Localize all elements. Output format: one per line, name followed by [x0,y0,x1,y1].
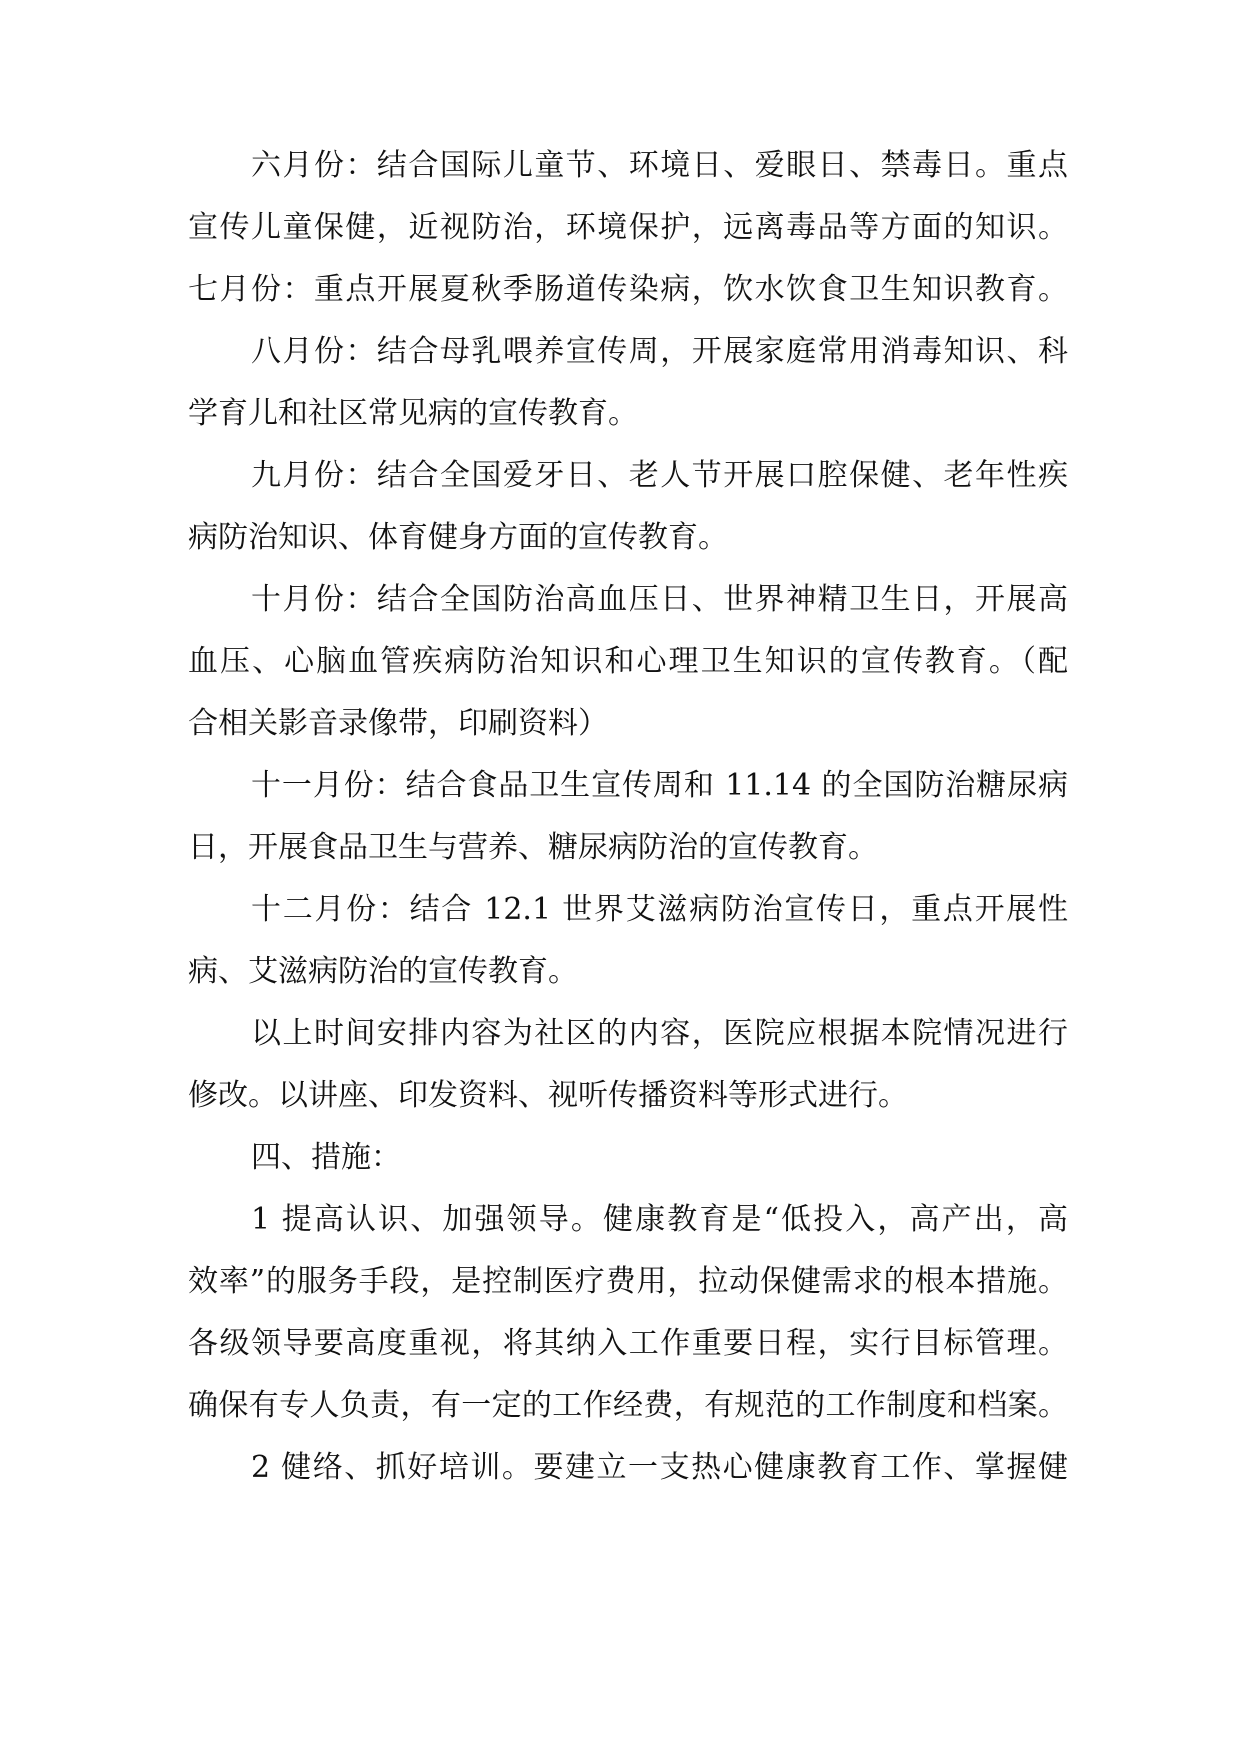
text-line: 六月份：结合国际儿童节、环境日、爱眼日、禁毒日。重点 [251,148,1068,183]
text-line: 以上时间安排内容为社区的内容，医院应根据本院情况进行 [251,1016,1068,1051]
text-line: 宣传儿童保健，近视防治，环境保护，远离毒品等方面的知识。 [188,210,1068,245]
text-line: 1 提高认识、加强领导。健康教育是“低投入，高产出，高 [251,1202,1068,1237]
text-line: 合相关影音录像带，印刷资料） [188,706,608,741]
text-line: 十月份：结合全国防治高血压日、世界神精卫生日，开展高 [251,582,1068,617]
text-line: 修改。以讲座、印发资料、视听传播资料等形式进行。 [188,1078,908,1113]
text-line: 十二月份：结合 12.1 世界艾滋病防治宣传日，重点开展性 [251,892,1068,927]
section-heading: 四、措施： [251,1140,401,1175]
text-line: 2 健络、抓好培训。要建立一支热心健康教育工作、掌握健 [251,1450,1068,1485]
text-line: 血压、心脑血管疾病防治知识和心理卫生知识的宣传教育。（配 [188,644,1068,679]
text-line: 病防治知识、体育健身方面的宣传教育。 [188,520,728,555]
text-line: 十一月份：结合食品卫生宣传周和 11.14 的全国防治糖尿病 [251,768,1068,803]
text-line: 效率”的服务手段，是控制医疗费用，拉动保健需求的根本措施。 [188,1264,1068,1299]
text-line: 日，开展食品卫生与营养、糖尿病防治的宣传教育。 [188,830,878,865]
text-line: 确保有专人负责，有一定的工作经费，有规范的工作制度和档案。 [188,1388,1068,1423]
text-line: 学育儿和社区常见病的宣传教育。 [188,396,638,431]
text-line: 八月份：结合母乳喂养宣传周，开展家庭常用消毒知识、科 [251,334,1068,369]
text-line: 七月份：重点开展夏秋季肠道传染病，饮水饮食卫生知识教育。 [188,272,1068,307]
text-line: 九月份：结合全国爱牙日、老人节开展口腔保健、老年性疾 [251,458,1068,493]
text-line: 病、艾滋病防治的宣传教育。 [188,954,578,989]
text-line: 各级领导要高度重视，将其纳入工作重要日程，实行目标管理。 [188,1326,1068,1361]
